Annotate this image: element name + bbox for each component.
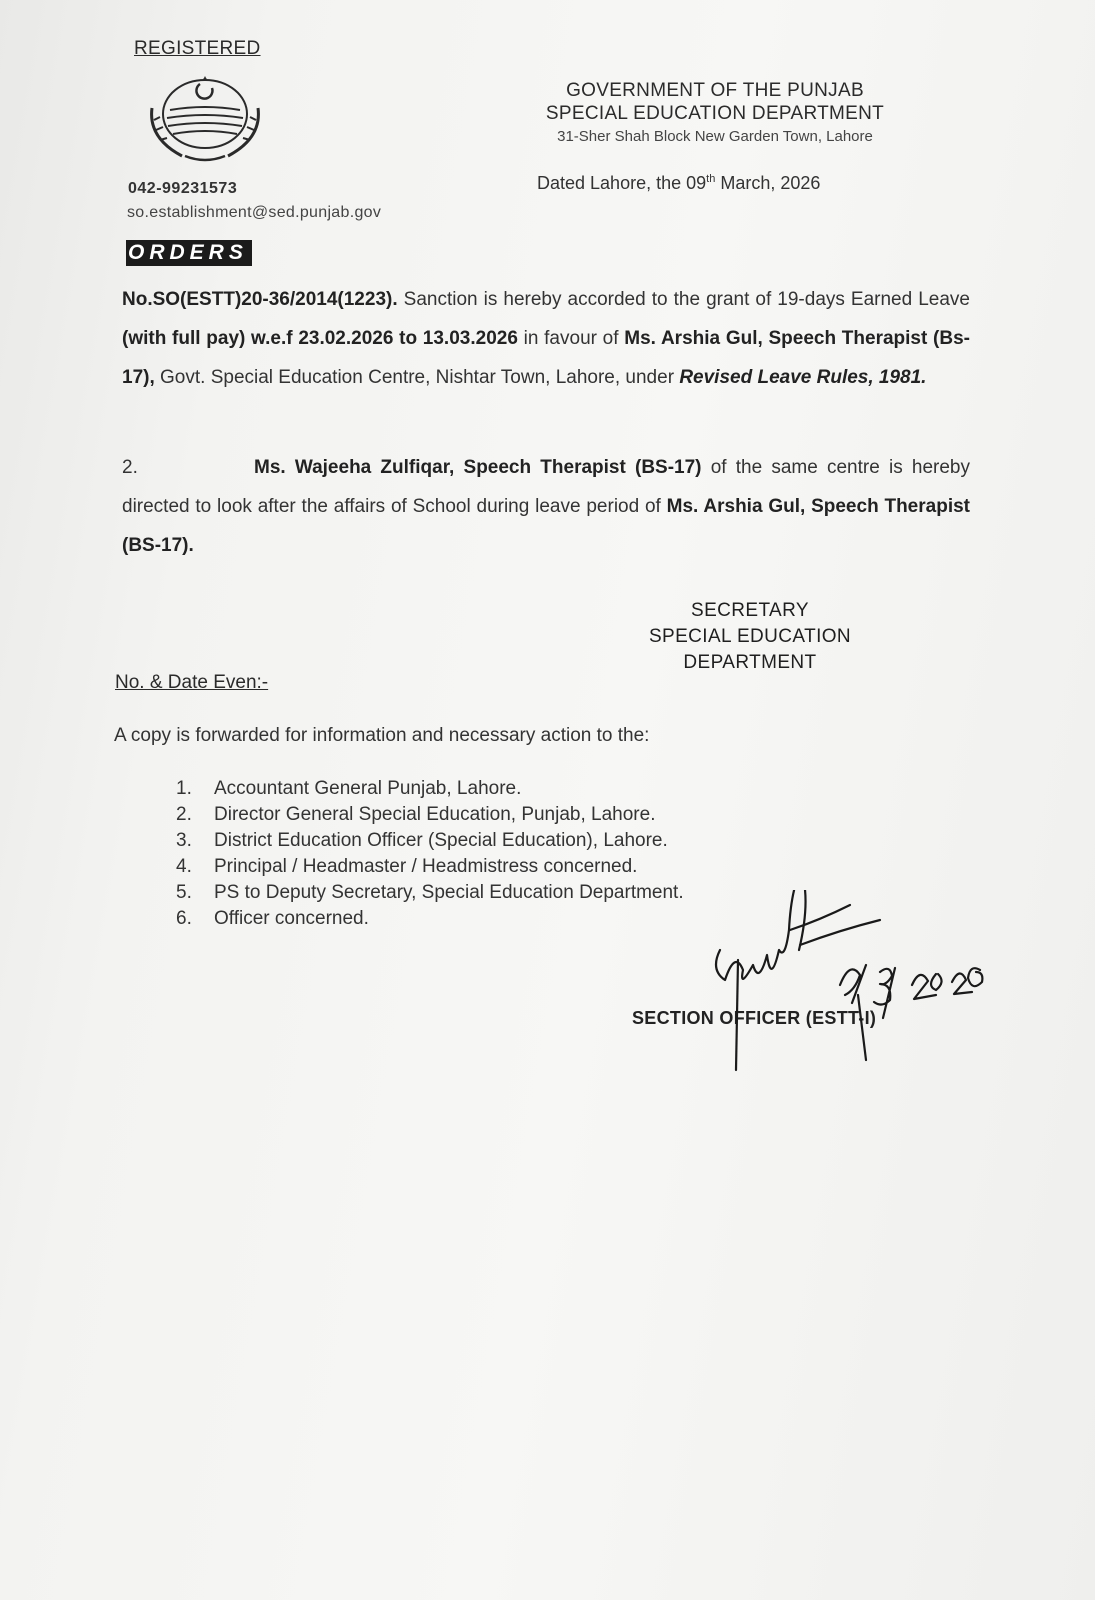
- date-line: Dated Lahore, the 09th March, 2026: [537, 173, 821, 193]
- copy-forward-text: A copy is forwarded for information and necessary action to the:: [114, 725, 650, 746]
- list-item: 4. Principal / Headmaster / Headmistress concerned.: [176, 856, 638, 877]
- no-date-even: No. & Date Even:-: [115, 672, 269, 693]
- orders-heading: ORDERS: [126, 240, 252, 266]
- department-address: 31-Sher Shah Block New Garden Town, Lahore: [557, 128, 873, 145]
- list-item: 3. District Education Officer (Special Education), Lahore.: [176, 830, 668, 851]
- employee-name: Ms. Arshia Gul, Speech Therapist (Bs-17),: [122, 328, 971, 388]
- order-reference: No.SO(ESTT)20-36/2014(1223).: [122, 289, 398, 310]
- list-item: 5. PS to Deputy Secretary, Special Education Department.: [176, 882, 684, 903]
- distribution-list: [176, 776, 684, 932]
- order-paragraph-1: No.SO(ESTT)20-36/2014(1223). Sanction is hereby accorded to the grant of 19-days Earned Leave (with full pay) w.e.f 23.02.2026 to 13.03.2026 in favour of Ms. Arshia Gul, Speech Therapist (Bs-17), Govt. Special Education Centre, Nishtar Town, Lahore, under Revised Leave Rules, 1981.: [122, 289, 971, 388]
- handwritten-signature: [690, 890, 1030, 1080]
- registered-label: REGISTERED: [134, 38, 261, 59]
- phone-number: 042-99231573: [128, 180, 238, 197]
- gov-title: GOVERNMENT OF THE PUNJAB: [566, 80, 864, 101]
- list-item: 6. Officer concerned.: [176, 908, 369, 929]
- secretary-signature-block: SECRETARY SPECIAL EDUCATION DEPARTMENT: [648, 600, 852, 673]
- list-item: 2. Director General Special Education, Punjab, Lahore.: [176, 804, 656, 825]
- email-address: so.establishment@sed.punjab.gov: [127, 204, 382, 221]
- punjab-government-emblem-icon: [140, 70, 270, 170]
- department-title: SPECIAL EDUCATION DEPARTMENT: [545, 103, 885, 124]
- list-item: 1. Accountant General Punjab, Lahore.: [176, 778, 522, 799]
- section-officer-title: SECTION OFFICER (ESTT-I): [632, 1008, 877, 1028]
- order-paragraph-2: 2. Ms. Wajeeha Zulfiqar, Speech Therapist (BS-17) of the same centre is hereby directed to look after the affairs of School during leave period of Ms. Arshia Gul, Speech Therapist (BS-17).: [122, 457, 970, 556]
